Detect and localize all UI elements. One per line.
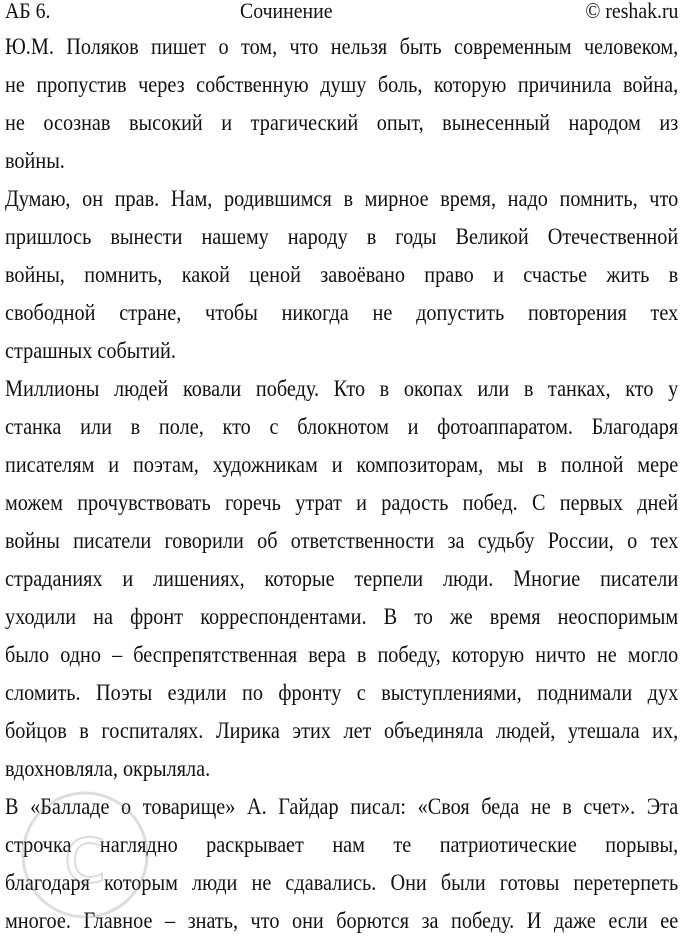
text-line: станка или в поле, кто с блокнотом и фотоаппаратом. Благодаря xyxy=(5,414,679,439)
text-line: войны писатели говорили об ответственности за судьбу России, о тех xyxy=(5,528,679,553)
text-line: В «Балладе о товарище» А. Гайдар писал: «Своя беда не в счет». Эта xyxy=(5,794,679,819)
reshak-watermark xyxy=(10,770,160,940)
text-line: сломить. Поэты ездили по фронту с выступлениями, поднимали дух xyxy=(5,680,679,705)
text-line: бойцов в госпиталях. Лирика этих лет объединяла людей, утешала их, xyxy=(5,718,679,743)
text-line: строчка наглядно раскрывает нам те патриотические порывы, xyxy=(5,832,679,857)
page-header xyxy=(0,0,682,26)
text-line: пришлось вынести нашему народу в годы Великой Отечественной xyxy=(5,224,679,249)
text-line: войны, помнить, какой ценой завоёвано право и счастье жить в xyxy=(5,262,679,287)
header-title: Сочинение xyxy=(240,0,333,23)
text-line: страданиях и лишениях, которые терпели люди. Многие писатели xyxy=(5,566,679,591)
header-section-label: АБ 6. xyxy=(5,0,51,23)
text-line: благодаря которым люди не сдавались. Они были готовы перетерпеть xyxy=(5,870,679,895)
text-line: Думаю, он прав. Нам, родившимся в мирное время, надо помнить, что xyxy=(5,186,679,211)
text-line: Ю.М. Поляков пишет о том, что нельзя быть современным человеком, xyxy=(5,34,679,59)
text-line: было одно – беспрепятственная вера в победу, которую ничто не могло xyxy=(5,642,679,667)
text-line: вдохновляла, окрыляла. xyxy=(5,756,211,781)
text-line: свободной стране, чтобы никогда не допустить повторения тех xyxy=(5,300,679,325)
text-line: писателям и поэтам, художникам и композиторам, мы в полной мере xyxy=(5,452,679,477)
text-line: уходили на фронт корреспондентами. В то же время неоспоримым xyxy=(5,604,679,629)
text-line: не пропустив через собственную душу боль, которую причинила война, xyxy=(5,72,679,97)
header-copyright: © reshak.ru xyxy=(584,0,678,23)
text-line: Миллионы людей ковали победу. Кто в окопах или в танках, кто у xyxy=(5,376,679,401)
text-line: страшных событий. xyxy=(5,338,176,363)
text-line: можем прочувствовать горечь утрат и радость побед. С первых дней xyxy=(5,490,679,515)
text-line: многое. Главное – знать, что они борются за победу. И даже если ее xyxy=(5,908,679,933)
svg-text:c: c xyxy=(63,808,107,901)
text-line: не осознав высокий и трагический опыт, вынесенный народом из xyxy=(5,110,679,135)
text-line: войны. xyxy=(5,148,65,173)
